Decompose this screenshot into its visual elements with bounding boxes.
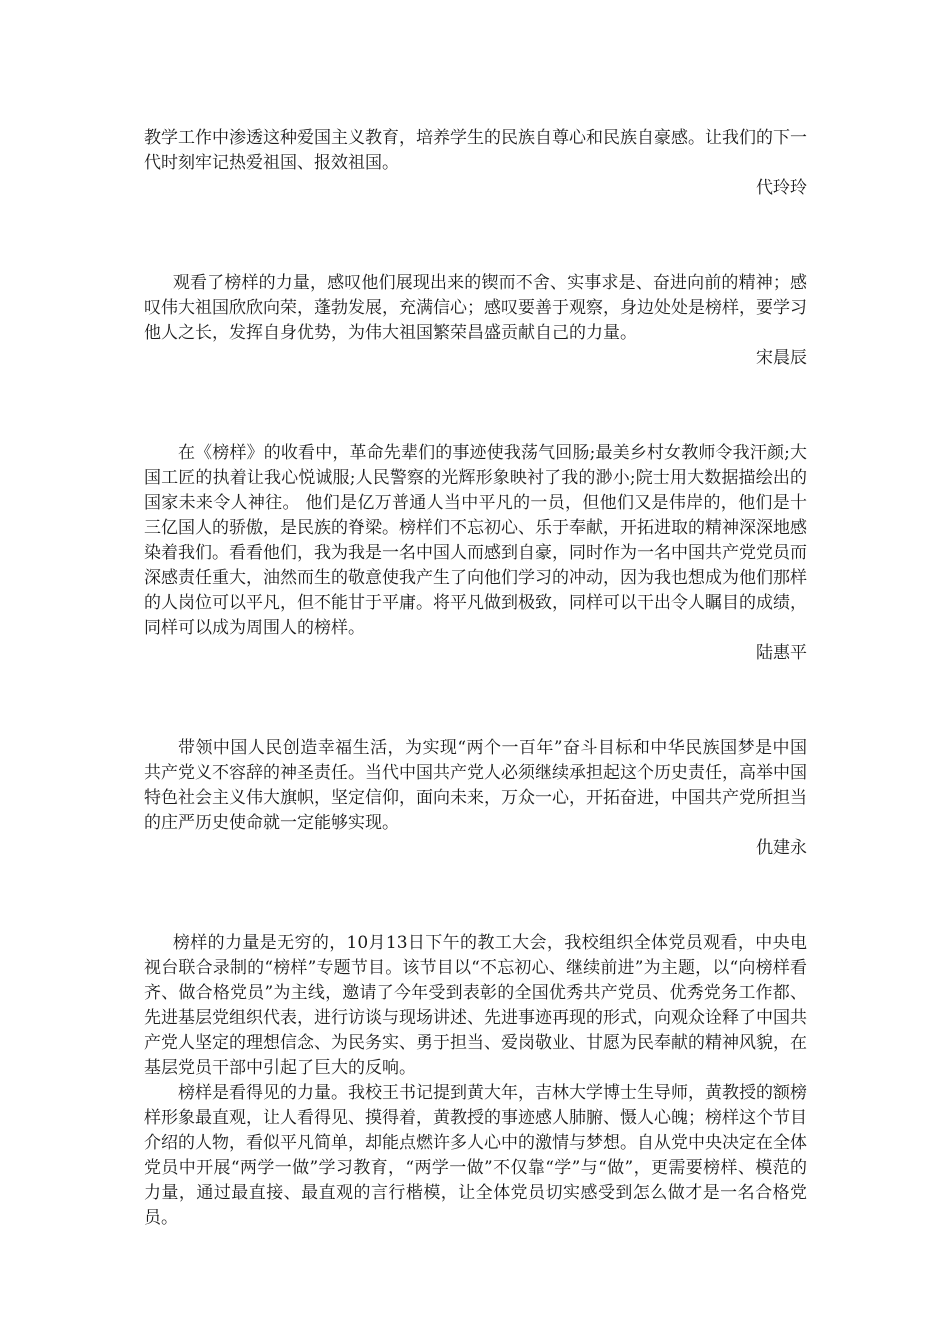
section-5-paragraph-1: 榜样的力量是无穷的，10月13日下午的教工大会，我校组织全体党员观看，中央电视台联合录制的“榜样”专题节目。该节目以“不忘初心、继续前进”为主题，以“向榜样看齐、做合格党员”为主线，邀请了今年受到表彰的全国优秀共产党员、优秀党务工作都、先进基层党组织代表，进行访谈与现场讲述、先进事迹再现的形式，向观众诠释了中国共产党人坚定的理想信念、为民务实、勇于担当、爱岗敬业、甘愿为民奉献的精神风貌，在基层党员干部中引起了巨大的反响。 <box>144 933 807 1078</box>
section-5-paragraph-2: 榜样是看得见的力量。我校王书记提到黄大年，吉林大学博士生导师，黄教授的额榜样形象最直观，让人看得见、摸得着，黄教授的事迹感人肺腑、慑人心魄；榜样这个节目介绍的人物，看似平凡简单，却能点燃许多人心中的激情与梦想。自从党中央决定在全体党员中开展“两学一做”学习教育，“两学一做”不仅靠“学”与“做”，更需要榜样、模范的力量，通过最直接、最直观的言行楷模，让全体党员切实感受到怎么做才是一名合格党员。 <box>144 1083 807 1228</box>
section-4-author: 仇建永 <box>756 838 807 858</box>
section-1-paragraph: 教学工作中渗透这种爱国主义教育，培养学生的民族自尊心和民族自豪感。让我们的下一代时刻牢记热爱祖国、报效祖国。 <box>144 128 807 173</box>
section-2 <box>144 271 807 371</box>
document-page <box>144 126 807 1231</box>
section-1-author: 代玲玲 <box>756 178 807 198</box>
section-5 <box>144 931 807 1231</box>
section-2-author: 宋晨辰 <box>756 348 807 368</box>
section-1 <box>144 126 807 201</box>
section-4-paragraph: 带领中国人民创造幸福生活，为实现“两个一百年”奋斗目标和中华民族国梦是中国共产党义不容辞的神圣责任。当代中国共产党人必须继续承担起这个历史责任，高举中国特色社会主义伟大旗帜，坚定信仰，面向未来，万众一心，开拓奋进，中国共产党所担当的庄严历史使命就一定能够实现。 <box>144 738 807 833</box>
section-3 <box>144 441 807 666</box>
section-3-author: 陆惠平 <box>756 643 807 663</box>
section-4 <box>144 736 807 861</box>
section-3-paragraph: 在《榜样》的收看中，革命先辈们的事迹使我荡气回肠;最美乡村女教师令我汗颜;大国工匠的执着让我心悦诚服;人民警察的光辉形象映衬了我的渺小;院士用大数据描绘出的国家未来令人神往。 他们是亿万普通人当中平凡的一员，但他们又是伟岸的，他们是十三亿国人的骄傲，是民族的脊梁。榜样们不忘初心、乐于奉献，开拓进取的精神深深地感染着我们。看看他们，我为我是一名中国人而感到自豪，同时作为一名中国共产党党员而深感责任重大，油然而生的敬意使我产生了向他们学习的冲动，因为我也想成为他们那样的人岗位可以平凡，但不能甘于平庸。将平凡做到极致，同样可以干出令人瞩目的成绩，同样可以成为周围人的榜样。 <box>144 443 807 638</box>
section-2-paragraph: 观看了榜样的力量，感叹他们展现出来的锲而不舍、实事求是、奋进向前的精神；感叹伟大祖国欣欣向荣，蓬勃发展，充满信心；感叹要善于观察，身边处处是榜样，要学习他人之长，发挥自身优势，为伟大祖国繁荣昌盛贡献自己的力量。 <box>144 273 807 343</box>
